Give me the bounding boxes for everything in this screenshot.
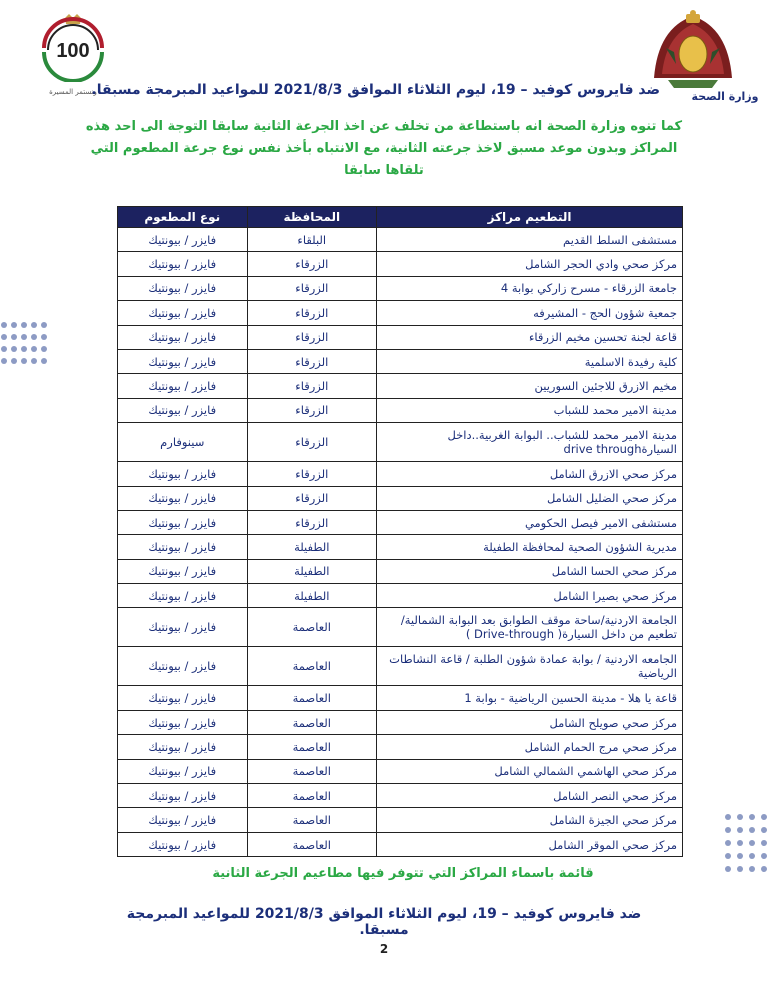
cell-vaccine: فايزر / بيونتيك (118, 759, 248, 783)
cell-center: مستشفى السلط القديم (377, 228, 683, 252)
cell-vaccine: فايزر / بيونتيك (118, 374, 248, 398)
cell-governorate: العاصمة (247, 710, 377, 734)
table-row (118, 647, 683, 686)
page-number: 2 (379, 942, 389, 956)
cell-vaccine: فايزر / بيونتيك (118, 559, 248, 583)
headline: ضد فايروس كوفيد – 19، ليوم الثلاثاء الموافق 2021/8/3 للمواعيد المبرمجة مسبقا. (91, 82, 660, 98)
cell-center: مركز صحي صويلح الشامل (377, 710, 683, 734)
cell-vaccine: فايزر / بيونتيك (118, 325, 248, 349)
table-header-row (118, 207, 683, 228)
table-row (118, 398, 683, 422)
header-governorate: المحافظة (247, 207, 377, 228)
cell-governorate: الطفيلة (247, 535, 377, 559)
cell-center: مدينة الامير محمد للشباب.. البوابة الغربية..داخل السيارةdrive through (377, 423, 683, 462)
cell-vaccine: فايزر / بيونتيك (118, 276, 248, 300)
cell-governorate: الزرقاء (247, 325, 377, 349)
cell-vaccine: فايزر / بيونتيك (118, 735, 248, 759)
cell-governorate: الزرقاء (247, 349, 377, 373)
table-row (118, 349, 683, 373)
cell-vaccine: فايزر / بيونتيك (118, 647, 248, 686)
cell-governorate: الزرقاء (247, 301, 377, 325)
cell-center: قاعة لجنة تحسين مخيم الزرقاء (377, 325, 683, 349)
cell-governorate: الزرقاء (247, 398, 377, 422)
cell-vaccine: فايزر / بيونتيك (118, 808, 248, 832)
cell-center: مركز صحي الازرق الشامل (377, 462, 683, 486)
vaccination-centers-table (117, 206, 683, 857)
cell-governorate: الزرقاء (247, 374, 377, 398)
cell-center: مركز صحي وادي الحجر الشامل (377, 252, 683, 276)
cell-vaccine: فايزر / بيونتيك (118, 832, 248, 856)
table-row (118, 759, 683, 783)
cell-center: جامعة الزرقاء - مسرح زاركي بوابة 4 (377, 276, 683, 300)
cell-center: مركز صحي الجيزة الشامل (377, 808, 683, 832)
cell-governorate: الزرقاء (247, 252, 377, 276)
table-row (118, 423, 683, 462)
cell-center: مركز صحي الضليل الشامل (377, 486, 683, 510)
table-row (118, 325, 683, 349)
cell-vaccine: فايزر / بيونتيك (118, 535, 248, 559)
cell-vaccine: فايزر / بيونتيك (118, 252, 248, 276)
table-row (118, 510, 683, 534)
cell-governorate: الزرقاء (247, 462, 377, 486)
table-row (118, 784, 683, 808)
table-row (118, 735, 683, 759)
cell-vaccine: فايزر / بيونتيك (118, 349, 248, 373)
decorative-dots-right (722, 812, 768, 874)
cell-center: مدينة الامير محمد للشباب (377, 398, 683, 422)
cell-governorate: العاصمة (247, 808, 377, 832)
cell-governorate: العاصمة (247, 686, 377, 710)
table-row (118, 228, 683, 252)
table-row (118, 808, 683, 832)
cell-center: جمعية شؤون الحج - المشيرفه (377, 301, 683, 325)
table-row (118, 252, 683, 276)
centennial-number: 100 (56, 40, 90, 62)
cell-vaccine: فايزر / بيونتيك (118, 686, 248, 710)
ministry-label: وزارة الصحة (691, 90, 759, 103)
table-row (118, 301, 683, 325)
header-center: التطعيم مراكز (377, 207, 683, 228)
cell-vaccine: فايزر / بيونتيك (118, 462, 248, 486)
table-row (118, 710, 683, 734)
table-row (118, 832, 683, 856)
cell-center: الجامعة الاردنية/ساحة موقف الطوابق بعد البوابة الشمالية/تطعيم من داخل السيارة( Drive-through ) (377, 608, 683, 647)
decorative-dots-left (0, 320, 48, 368)
cell-vaccine: فايزر / بيونتيك (118, 486, 248, 510)
cell-governorate: العاصمة (247, 647, 377, 686)
table-row (118, 608, 683, 647)
cell-governorate: العاصمة (247, 784, 377, 808)
jordan-coat-of-arms-icon (648, 8, 738, 90)
cell-vaccine: فايزر / بيونتيك (118, 710, 248, 734)
cell-governorate: الزرقاء (247, 276, 377, 300)
cell-vaccine: فايزر / بيونتيك (118, 784, 248, 808)
table-row (118, 276, 683, 300)
centennial-subtitle: ونستمر المسيرة (49, 88, 97, 96)
cell-governorate: الطفيلة (247, 584, 377, 608)
cell-center: مركز صحي الموقر الشامل (377, 832, 683, 856)
cell-vaccine: فايزر / بيونتيك (118, 398, 248, 422)
table-row (118, 559, 683, 583)
cell-center: مركز صحي بصيرا الشامل (377, 584, 683, 608)
cell-vaccine: فايزر / بيونتيك (118, 228, 248, 252)
cell-governorate: العاصمة (247, 832, 377, 856)
table-caption: قائمة باسماء المراكز التي تتوفر فيها مطاعيم الجرعة الثانية (212, 866, 594, 881)
table-row (118, 584, 683, 608)
cell-vaccine: سينوفارم (118, 423, 248, 462)
cell-center: مديرية الشؤون الصحية لمحافظة الطفيلة (377, 535, 683, 559)
cell-center: مركز صحي الهاشمي الشمالي الشامل (377, 759, 683, 783)
cell-governorate: الزرقاء (247, 486, 377, 510)
cell-center: مركز صحي الحسا الشامل (377, 559, 683, 583)
cell-governorate: الطفيلة (247, 559, 377, 583)
cell-governorate: العاصمة (247, 608, 377, 647)
cell-vaccine: فايزر / بيونتيك (118, 608, 248, 647)
cell-center: قاعة يا هلا - مدينة الحسين الرياضية - بوابة 1 (377, 686, 683, 710)
header-vaccine: نوع المطعوم (118, 207, 248, 228)
cell-center: كلية رفيدة الاسلمية (377, 349, 683, 373)
table-row (118, 535, 683, 559)
cell-governorate: البلقاء (247, 228, 377, 252)
footer-line: ضد فايروس كوفيد – 19، ليوم الثلاثاء الموافق 2021/8/3 للمواعيد المبرمجة مسبقا. (126, 906, 642, 938)
cell-governorate: الزرقاء (247, 510, 377, 534)
table-row (118, 486, 683, 510)
cell-governorate: العاصمة (247, 735, 377, 759)
table-row (118, 462, 683, 486)
cell-governorate: الزرقاء (247, 423, 377, 462)
cell-center: مركز صحي النصر الشامل (377, 784, 683, 808)
centennial-emblem-icon (38, 12, 108, 82)
table-body (118, 228, 683, 857)
intro-paragraph: كما تنوه وزارة الصحة انه باستطاعة من تخلف عن اخذ الجرعة الثانية سابقا التوجة الى احد هذه المراكز وبدون موعد مسبق لاخذ جرعته الثانية، مع الانتباه بأخذ نفس نوع جرعة المطعوم التي تلقاها سابقا (85, 119, 683, 178)
table-row (118, 374, 683, 398)
table-row (118, 686, 683, 710)
cell-vaccine: فايزر / بيونتيك (118, 301, 248, 325)
cell-center: الجامعه الاردنية / بوابة عمادة شؤون الطلبة / قاعة النشاطات الرياضية (377, 647, 683, 686)
cell-center: مستشفى الامير فيصل الحكومي (377, 510, 683, 534)
cell-vaccine: فايزر / بيونتيك (118, 584, 248, 608)
cell-center: مخيم الازرق للاجئين السوريين (377, 374, 683, 398)
cell-center: مركز صحي مرج الحمام الشامل (377, 735, 683, 759)
cell-governorate: العاصمة (247, 759, 377, 783)
cell-vaccine: فايزر / بيونتيك (118, 510, 248, 534)
